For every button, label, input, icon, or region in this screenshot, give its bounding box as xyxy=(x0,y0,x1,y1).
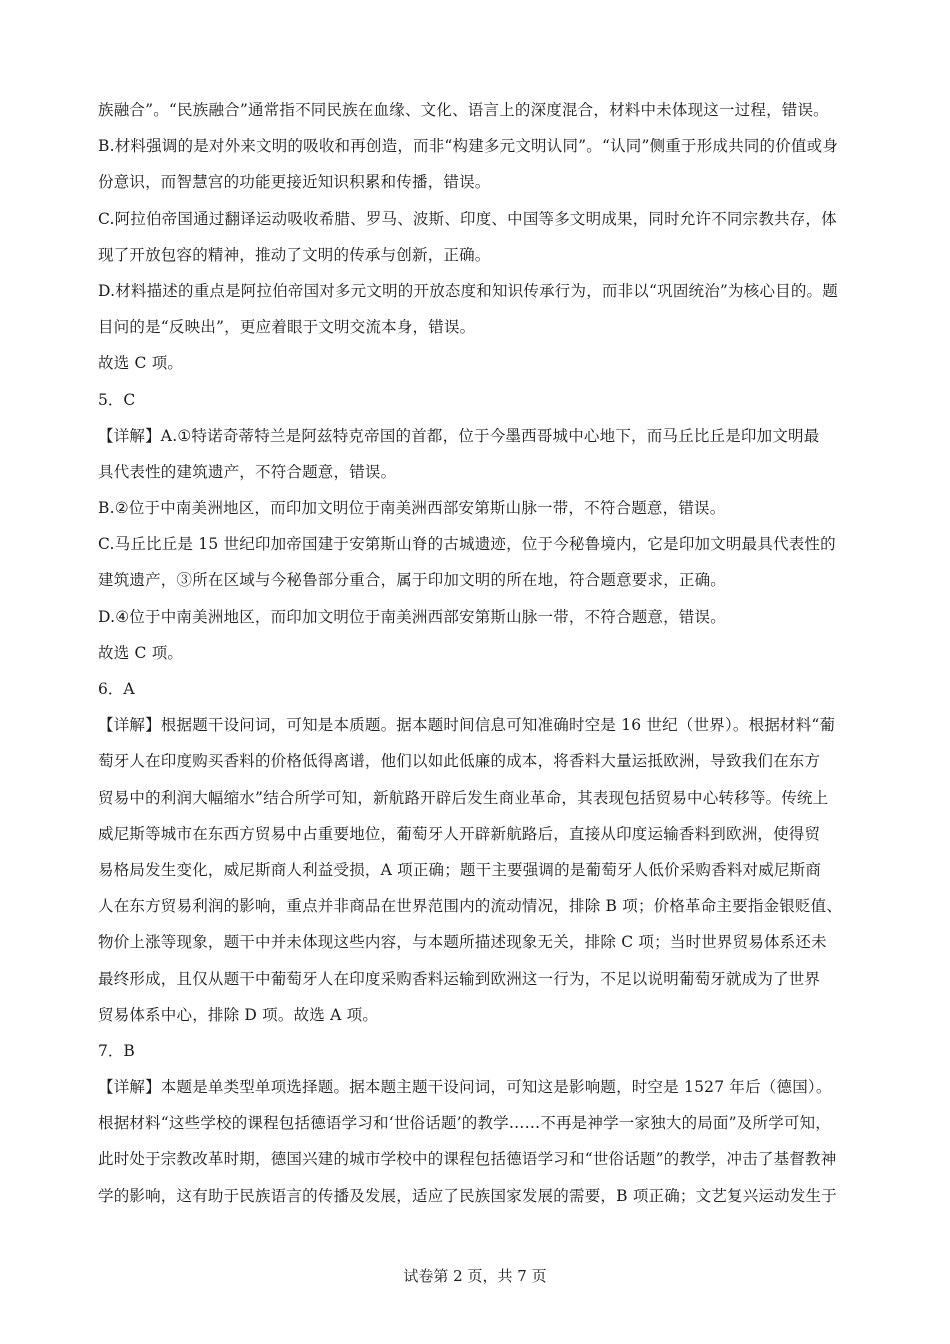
text-line: 族融合”。“民族融合”通常指不同民族在血缘、文化、语言上的深度混合，材料中未体现这一过程，错误。 xyxy=(98,101,829,119)
answer-conclusion: 故选 C 项。 xyxy=(98,354,184,373)
text-line: 贸易中的利润大幅缩水”结合所学可知，新航路开辟后发生商业革命，其表现包括贸易中心转移等。传统上 xyxy=(98,788,829,807)
question-number: 7．B xyxy=(98,1041,135,1060)
text-line: 学的影响，这有助于民族语言的传播及发展，适应了民族国家发展的需要，B 项正确；文艺复兴运动发生于 xyxy=(98,1186,837,1205)
text-line: 【详解】根据题干设问词，可知是本质题。据本题时间信息可知准确时空是 16 世纪（世界）。根据材料“葡 xyxy=(98,716,836,735)
text-line: D.④位于中南美洲地区，而印加文明位于南美洲西部安第斯山脉一带，不符合题意，错误。 xyxy=(98,607,726,626)
text-line: 份意识，而智慧宫的功能更接近知识积累和传播，错误。 xyxy=(98,173,491,192)
text-line: 建筑遗产，③所在区域与今秘鲁部分重合，属于印加文明的所在地，符合题意要求，正确。 xyxy=(98,571,727,590)
text-line: 人在东方贸易利润的影响，重点并非商品在世界范围内的流动情况，排除 B 项；价格革命主要指金银贬值、 xyxy=(98,897,843,916)
text-line: 【详解】本题是单类型单项选择题。据本题主题干设问词，可知这是影响题，时空是 1527 年后（德国）。 xyxy=(98,1078,832,1097)
question-number: 5．C xyxy=(98,390,136,409)
page-footer: 试卷第 2 页，共 7 页 xyxy=(403,1267,547,1285)
question-number: 6．A xyxy=(98,680,135,698)
text-line: C.马丘比丘是 15 世纪印加帝国建于安第斯山脊的古城遗迹，位于今秘鲁境内，它是印加文明最具代表性的 xyxy=(98,535,836,554)
text-line: 目问的是“反映出”，更应着眼于文明交流本身，错误。 xyxy=(98,318,476,337)
text-line: 物价上涨等现象，题干中并未体现这些内容，与本题所描述现象无关，排除 C 项；当时世界贸易体系还未 xyxy=(98,933,827,952)
text-line: B.②位于中南美洲地区，而印加文明位于南美洲西部安第斯山脉一带，不符合题意，错误。 xyxy=(98,499,726,518)
text-line: 最终形成，且仅从题干中葡萄牙人在印度采购香料运输到欧洲这一行为，不足以说明葡萄牙就成为了世界 xyxy=(98,969,821,988)
document-body xyxy=(98,92,860,1214)
text-line: 根据材料“这些学校的课程包括德语学习和‘世俗话题’的教学……不再是神学一家独大的局面”及所学可知， xyxy=(98,1114,832,1133)
text-line: C.阿拉伯帝国通过翻译运动吸收希腊、罗马、波斯、印度、中国等多文明成果，同时允许不同宗教共存，体 xyxy=(98,209,837,228)
text-line: 此时处于宗教改革时期，德国兴建的城市学校中的课程包括德语学习和“世俗话题”的教学，冲击了基督教神 xyxy=(98,1150,837,1169)
text-line: D.材料描述的重点是阿拉伯帝国对多元文明的开放态度和知识传承行为，而非以“巩固统治”为核心目的。题 xyxy=(98,281,838,300)
text-line: 威尼斯等城市在东西方贸易中占重要地位，葡萄牙人开辟新航路后，直接从印度运输香料到欧洲，使得贸 xyxy=(98,824,821,843)
text-line: 【详解】A.①特诺奇蒂特兰是阿兹特克帝国的首都，位于今墨西哥城中心地下，而马丘比丘是印加文明最 xyxy=(98,426,820,445)
text-line: 易格局发生变化，威尼斯商人利益受损，A 项正确；题干主要强调的是葡萄牙人低价采购香料对威尼斯商 xyxy=(98,860,822,879)
text-line: B.材料强调的是对外来文明的吸收和再创造，而非“构建多元文明认同”。“认同”侧重于形成共同的价值或身 xyxy=(98,137,839,156)
answer-conclusion: 故选 C 项。 xyxy=(98,643,184,662)
text-line: 萄牙人在印度购买香料的价格低得离谱，他们以如此低廉的成本，将香料大量运抵欧洲，导致我们在东方 xyxy=(98,752,821,771)
text-line: 具代表性的建筑遗产，不符合题意，错误。 xyxy=(98,462,397,481)
text-line: 贸易体系中心，排除 D 项。故选 A 项。 xyxy=(98,1005,379,1024)
text-line: 现了开放包容的精神，推动了文明的传承与创新，正确。 xyxy=(98,245,491,264)
